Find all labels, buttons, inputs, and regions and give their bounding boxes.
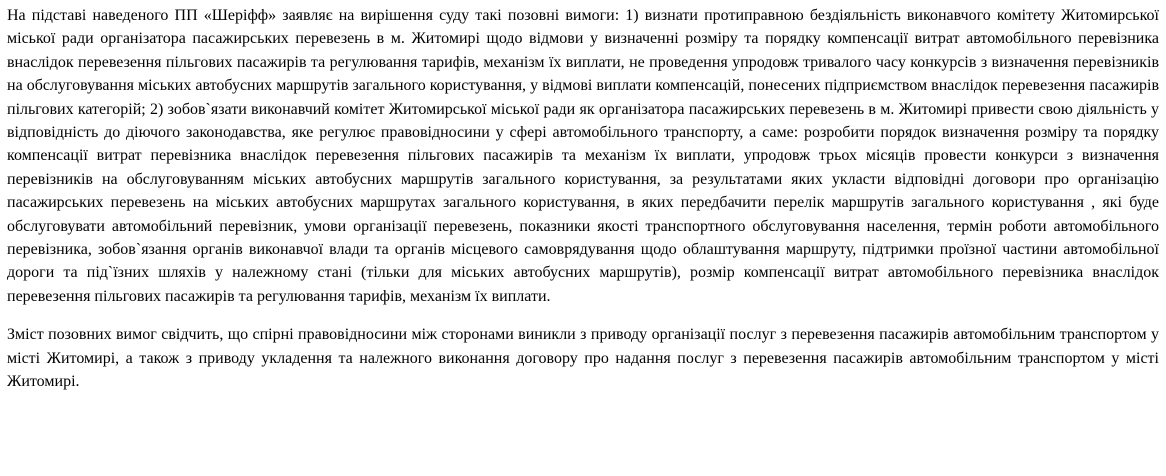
paragraph-dispute-summary: Зміст позовних вимог свідчить, що спірні правовідносини між сторонами виникли з приводу організації послуг з перевезення пасажирів автомобільним транспортом у місті Житомирі, а також з приводу укладення та належного виконання договору про надання послуг з перевезення пасажирів автомобільним транспортом у місті Житомирі. bbox=[7, 326, 1159, 391]
paragraph-claims: На підставі наведеного ПП «Шерiфф» заявляє на вирішення суду такі позовні вимоги: 1) визнати протиправною бездіяльність виконавчого комітету Житомирської міської ради організатора пасажирських перевезень в м. Житомирі щодо відмови у визначенні розміру та порядку компенсації витрат автомобільного перевізника внаслідок перевезення пільгових пасажирів та регулювання тарифів, механізм їх виплати, не проведення упродовж тривалого часу конкурсів з визначення перевізників на обслуговування міських автобусних маршрутів загального користування, у відмові виплати компенсацій, понесених підприємством внаслідок перевезення пасажирів пільгових категорій; 2) зобов`язати виконавчий комітет Житомирської міської ради як організатора пасажирських перевезень в м. Житомирі привести свою діяльність у відповідність до діючого законодавства, яке регулює правовідносини у сфері автомобільного транспорту, а саме: розробити порядок визначення розміру та порядку компенсації витрат перевізника внаслідок перевезення пільгових пасажирів та механізм їх виплати, упродовж трьох місяців провести конкурси з визначення перевізників на обслуговуванням міських автобусних маршрутів загального користування, за результатами яких укласти відповідні договори про організацію пасажирських перевезень на міських автобусних маршрутах загального користування, в яких передбачити перелік маршрутів загального користування , які буде обслуговувати автомобільний перевізник, умови організації перевезень, показники якості транспортного обслуговування населення, термін роботи автомобільного перевізника, зобов`язання органів виконавчої влади та органів місцевого самоврядування щодо облаштування маршруту, підтримки проїзної частини автомобільної дороги та під`їзних шляхів у належному стані (тільки для міських автобусних маршрутів), розмір компенсації витрат автомобільного перевізника внаслідок перевезення пільгових пасажирів та регулювання тарифів, механізм їх виплати. bbox=[7, 7, 1159, 305]
document-body bbox=[7, 4, 1159, 394]
